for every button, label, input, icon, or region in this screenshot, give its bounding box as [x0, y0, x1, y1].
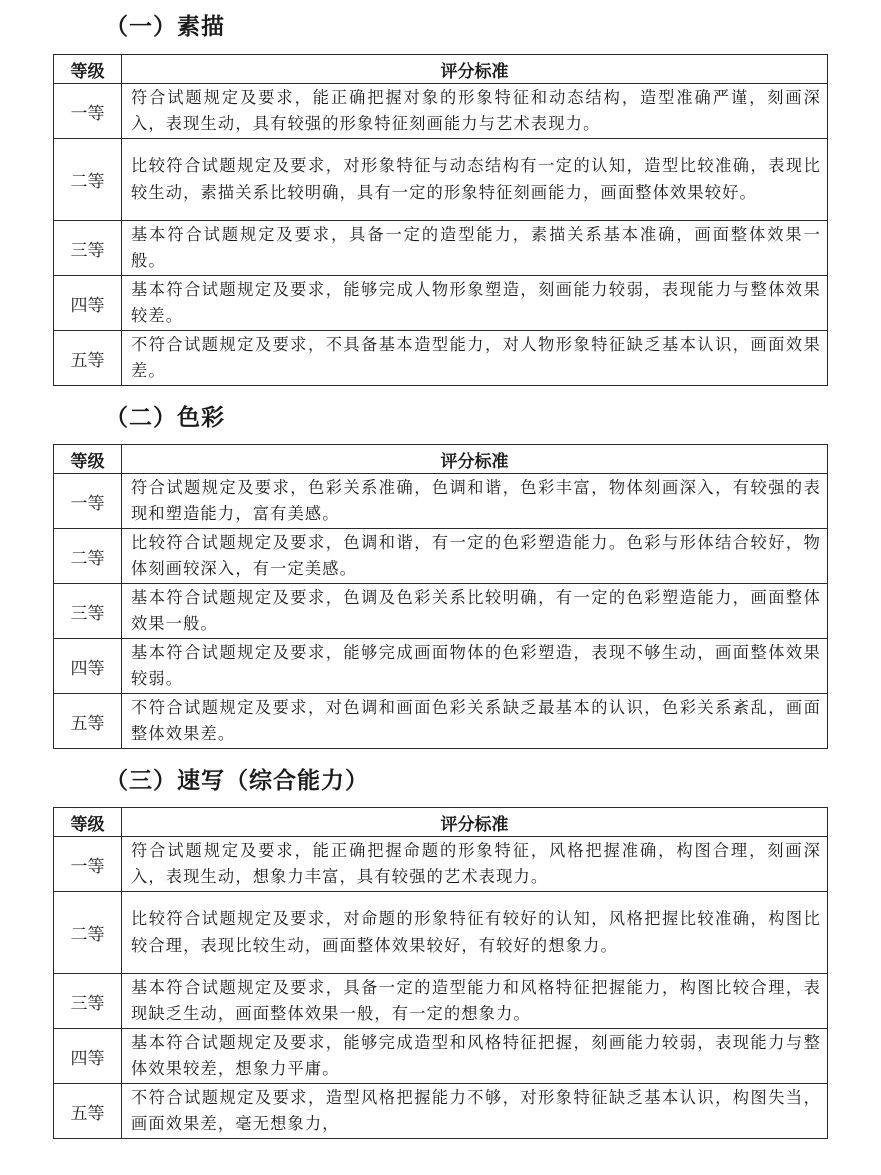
table-row — [54, 974, 828, 1029]
table-row — [54, 639, 828, 694]
grade-criteria: 比较符合试题规定及要求，对形象特征与动态结构有一定的认知，造型比较准确，表现比较生动，素描关系比较明确，具有一定的形象特征刻画能力，画面整体效果较好。 — [122, 139, 828, 221]
table-header-row — [54, 808, 828, 837]
section-title-color: （二）色彩 — [105, 405, 225, 431]
grade-label: 四等 — [54, 276, 122, 331]
header-level: 等级 — [54, 808, 122, 837]
grade-label: 三等 — [54, 584, 122, 639]
grade-criteria: 不符合试题规定及要求，对色调和画面色彩关系缺乏最基本的认识，色彩关系紊乱，画面整体效果差。 — [122, 694, 828, 749]
grade-label: 三等 — [54, 974, 122, 1029]
table-row — [54, 892, 828, 974]
table-row — [54, 584, 828, 639]
header-criteria: 评分标准 — [122, 55, 828, 84]
grade-label: 四等 — [54, 1029, 122, 1084]
grade-label: 二等 — [54, 139, 122, 221]
grade-criteria: 基本符合试题规定及要求，具备一定的造型能力，素描关系基本准确，画面整体效果一般。 — [122, 221, 828, 276]
grade-label: 二等 — [54, 529, 122, 584]
grade-criteria: 符合试题规定及要求，能正确把握对象的形象特征和动态结构，造型准确严谨，刻画深入，表现生动，具有较强的形象特征刻画能力与艺术表现力。 — [122, 84, 828, 139]
grade-criteria: 比较符合试题规定及要求，对命题的形象特征有较好的认知，风格把握比较准确，构图比较合理，表现比较生动，画面整体效果较好，有较好的想象力。 — [122, 892, 828, 974]
grade-criteria: 基本符合试题规定及要求，能够完成造型和风格特征把握，刻画能力较弱，表现能力与整体效果较差，想象力平庸。 — [122, 1029, 828, 1084]
header-criteria: 评分标准 — [122, 808, 828, 837]
grade-label: 二等 — [54, 892, 122, 974]
section-title-sketch: （一）素描 — [105, 14, 225, 40]
header-level: 等级 — [54, 55, 122, 84]
grade-criteria: 基本符合试题规定及要求，具备一定的造型能力和风格特征把握能力，构图比较合理，表现缺乏生动，画面整体效果一般，有一定的想象力。 — [122, 974, 828, 1029]
grade-label: 三等 — [54, 221, 122, 276]
table-row — [54, 474, 828, 529]
table-row — [54, 276, 828, 331]
table-header-row — [54, 445, 828, 474]
table-header-row — [54, 55, 828, 84]
table-row — [54, 331, 828, 386]
header-level: 等级 — [54, 445, 122, 474]
header-criteria: 评分标准 — [122, 445, 828, 474]
table-row — [54, 221, 828, 276]
table-row — [54, 694, 828, 749]
grade-criteria: 不符合试题规定及要求，不具备基本造型能力，对人物形象特征缺乏基本认识，画面效果差。 — [122, 331, 828, 386]
grade-criteria: 基本符合试题规定及要求，能够完成人物形象塑造，刻画能力较弱，表现能力与整体效果较差。 — [122, 276, 828, 331]
table-row — [54, 1029, 828, 1084]
grade-label: 五等 — [54, 1084, 122, 1139]
grade-label: 五等 — [54, 694, 122, 749]
grade-label: 五等 — [54, 331, 122, 386]
grade-label: 四等 — [54, 639, 122, 694]
table-color — [53, 444, 828, 749]
section-title-quick-sketch: （三）速写（综合能力） — [105, 768, 369, 794]
table-row — [54, 84, 828, 139]
table-row — [54, 139, 828, 221]
grade-criteria: 比较符合试题规定及要求，色调和谐，有一定的色彩塑造能力。色彩与形体结合较好，物体刻画较深入，有一定美感。 — [122, 529, 828, 584]
grade-criteria: 基本符合试题规定及要求，能够完成画面物体的色彩塑造，表现不够生动，画面整体效果较弱。 — [122, 639, 828, 694]
grade-label: 一等 — [54, 84, 122, 139]
grade-criteria: 基本符合试题规定及要求，色调及色彩关系比较明确，有一定的色彩塑造能力，画面整体效果一般。 — [122, 584, 828, 639]
grade-criteria: 符合试题规定及要求，能正确把握命题的形象特征，风格把握准确，构图合理，刻画深入，表现生动，想象力丰富，具有较强的艺术表现力。 — [122, 837, 828, 892]
table-row — [54, 1084, 828, 1139]
grade-label: 一等 — [54, 474, 122, 529]
table-quick-sketch — [53, 807, 828, 1139]
grade-label: 一等 — [54, 837, 122, 892]
table-row — [54, 529, 828, 584]
table-row — [54, 837, 828, 892]
grade-criteria: 符合试题规定及要求，色彩关系准确，色调和谐，色彩丰富，物体刻画深入，有较强的表现和塑造能力，富有美感。 — [122, 474, 828, 529]
table-sketch — [53, 54, 828, 386]
grade-criteria: 不符合试题规定及要求，造型风格把握能力不够，对形象特征缺乏基本认识，构图失当，画面效果差，毫无想象力， — [122, 1084, 828, 1139]
